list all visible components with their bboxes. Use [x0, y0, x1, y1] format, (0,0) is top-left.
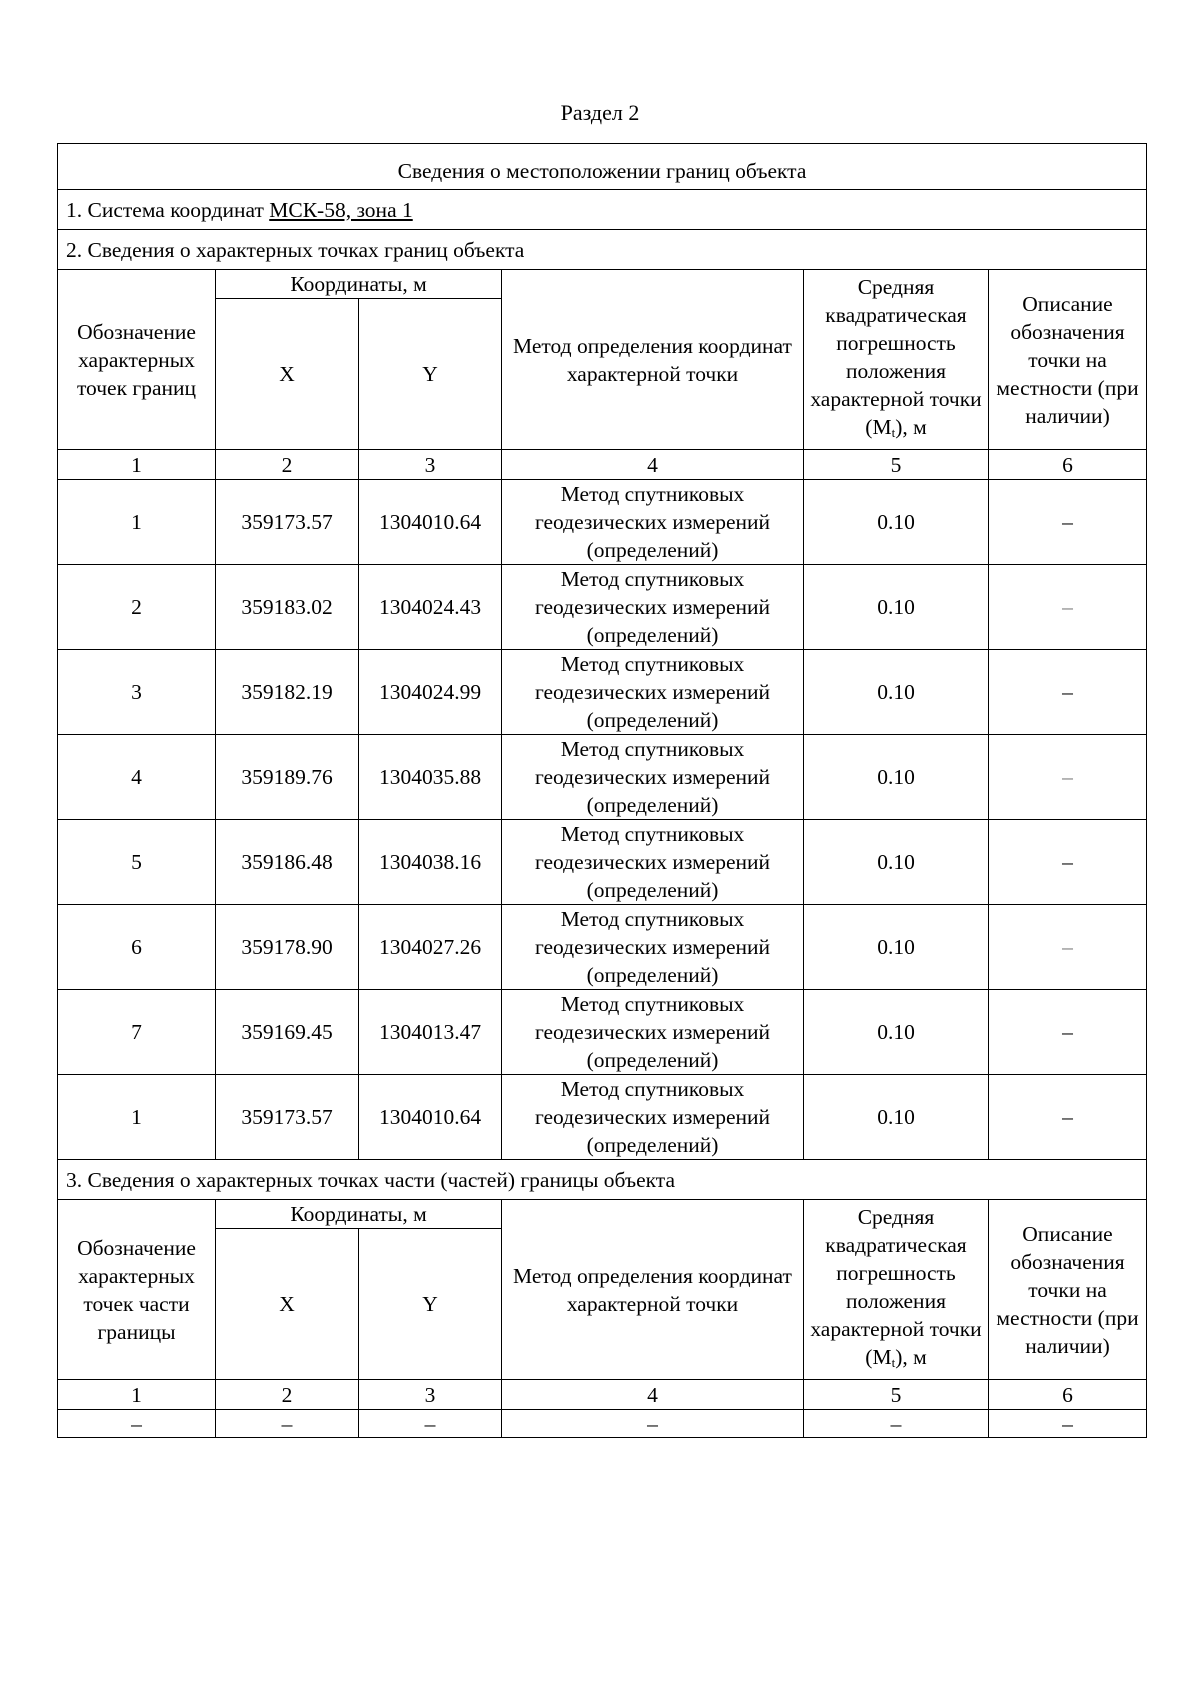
- cell-empty: –: [989, 1410, 1147, 1438]
- cell-x: 359186.48: [216, 820, 359, 905]
- header-designation: Обозначение характерных точек границ: [58, 270, 216, 450]
- header-designation: Обозначение характерных точек части границы: [58, 1200, 216, 1380]
- cell-point: 7: [58, 990, 216, 1075]
- column-number: 1: [58, 1380, 216, 1410]
- cell-desc: –: [989, 565, 1147, 650]
- cell-y: 1304024.43: [359, 565, 502, 650]
- header-error-tail: ), м: [895, 414, 927, 439]
- parts-section-title: 3. Сведения о характерных точках части (частей) границы объекта: [58, 1160, 1147, 1200]
- cell-desc: –: [989, 650, 1147, 735]
- column-number: 4: [502, 1380, 804, 1410]
- column-number: 3: [359, 1380, 502, 1410]
- cell-method: Метод спутниковых геодезических измерений (определений): [502, 735, 804, 820]
- header-y: Y: [359, 1229, 502, 1380]
- section-label: Раздел 2: [560, 100, 640, 125]
- header-error: [804, 1200, 989, 1380]
- cell-method: Метод спутниковых геодезических измерений (определений): [502, 820, 804, 905]
- header-coordinates: Координаты, м: [216, 1200, 502, 1229]
- cell-method: Метод спутниковых геодезических измерений (определений): [502, 565, 804, 650]
- cell-method: Метод спутниковых геодезических измерений (определений): [502, 650, 804, 735]
- cell-error: 0.10: [804, 735, 989, 820]
- header-error-main: Средняя квадратическая погрешность положения характерной точки (M: [810, 1204, 982, 1369]
- cell-empty: –: [216, 1410, 359, 1438]
- points-section-column-numbers: [58, 450, 1147, 480]
- column-number: 2: [216, 450, 359, 480]
- parts-section-column-numbers: [58, 1380, 1147, 1410]
- coord-system-value: МСК-58, зона 1: [269, 197, 413, 222]
- table-row: [58, 905, 1147, 990]
- cell-empty: –: [58, 1410, 216, 1438]
- cell-y: 1304038.16: [359, 820, 502, 905]
- coord-system-prefix: 1. Система координат: [66, 197, 264, 222]
- cell-error: 0.10: [804, 1075, 989, 1160]
- cell-error: 0.10: [804, 480, 989, 565]
- header-error: [804, 270, 989, 450]
- cell-desc: –: [989, 1075, 1147, 1160]
- table-row: [58, 1410, 1147, 1438]
- header-error-main: Средняя квадратическая погрешность положения характерной точки (M: [810, 274, 982, 439]
- cell-error: 0.10: [804, 990, 989, 1075]
- cell-point: 1: [58, 480, 216, 565]
- points-section-header-row: [58, 270, 1147, 299]
- table-row: [58, 735, 1147, 820]
- cell-x: 359169.45: [216, 990, 359, 1075]
- cell-y: 1304027.26: [359, 905, 502, 990]
- header-description: Описание обозначения точки на местности (при наличии): [989, 1200, 1147, 1380]
- parts-section-title-row: [58, 1160, 1147, 1200]
- table-row: [58, 990, 1147, 1075]
- header-error-tail: ), м: [895, 1344, 927, 1369]
- cell-point: 1: [58, 1075, 216, 1160]
- table-row: [58, 480, 1147, 565]
- cell-point: 6: [58, 905, 216, 990]
- header-y: Y: [359, 299, 502, 450]
- cell-x: 359173.57: [216, 1075, 359, 1160]
- table-row: [58, 820, 1147, 905]
- cell-x: 359173.57: [216, 480, 359, 565]
- header-error-sub: t: [891, 1354, 896, 1370]
- column-number: 6: [989, 450, 1147, 480]
- cell-desc: –: [989, 990, 1147, 1075]
- header-error-sub: t: [891, 424, 896, 440]
- points-section-title: 2. Сведения о характерных точках границ объекта: [58, 230, 1147, 270]
- table-row: [58, 1075, 1147, 1160]
- header-method: Метод определения координат характерной точки: [502, 270, 804, 450]
- cell-method: Метод спутниковых геодезических измерений (определений): [502, 1075, 804, 1160]
- cell-x: 359178.90: [216, 905, 359, 990]
- cell-y: 1304024.99: [359, 650, 502, 735]
- cell-point: 2: [58, 565, 216, 650]
- cell-empty: –: [804, 1410, 989, 1438]
- cell-method: Метод спутниковых геодезических измерений (определений): [502, 990, 804, 1075]
- column-number: 6: [989, 1380, 1147, 1410]
- cell-point: 3: [58, 650, 216, 735]
- cell-error: 0.10: [804, 565, 989, 650]
- table-row: [58, 565, 1147, 650]
- column-number: 2: [216, 1380, 359, 1410]
- column-number: 5: [804, 450, 989, 480]
- points-section-title-row: [58, 230, 1147, 270]
- cell-desc: –: [989, 905, 1147, 990]
- cell-desc: –: [989, 820, 1147, 905]
- cell-x: 359189.76: [216, 735, 359, 820]
- table-title: Сведения о местоположении границ объекта: [58, 144, 1147, 190]
- cell-desc: –: [989, 735, 1147, 820]
- cell-method: Метод спутниковых геодезических измерений (определений): [502, 480, 804, 565]
- column-number: 1: [58, 450, 216, 480]
- cell-y: 1304010.64: [359, 1075, 502, 1160]
- boundary-table: [57, 143, 1147, 1438]
- cell-empty: –: [359, 1410, 502, 1438]
- cell-point: 5: [58, 820, 216, 905]
- parts-section-header-row: [58, 1200, 1147, 1229]
- header-x: X: [216, 299, 359, 450]
- cell-error: 0.10: [804, 820, 989, 905]
- column-number: 3: [359, 450, 502, 480]
- cell-desc: –: [989, 480, 1147, 565]
- cell-method: Метод спутниковых геодезических измерений (определений): [502, 905, 804, 990]
- cell-error: 0.10: [804, 905, 989, 990]
- header-description: Описание обозначения точки на местности (при наличии): [989, 270, 1147, 450]
- cell-error: 0.10: [804, 650, 989, 735]
- cell-y: 1304010.64: [359, 480, 502, 565]
- table-row: [58, 650, 1147, 735]
- column-number: 4: [502, 450, 804, 480]
- header-coordinates: Координаты, м: [216, 270, 502, 299]
- cell-x: 359183.02: [216, 565, 359, 650]
- header-method: Метод определения координат характерной точки: [502, 1200, 804, 1380]
- cell-x: 359182.19: [216, 650, 359, 735]
- cell-y: 1304035.88: [359, 735, 502, 820]
- cell-point: 4: [58, 735, 216, 820]
- cell-empty: –: [502, 1410, 804, 1438]
- header-x: X: [216, 1229, 359, 1380]
- column-number: 5: [804, 1380, 989, 1410]
- coord-system-row: [58, 190, 1147, 230]
- cell-y: 1304013.47: [359, 990, 502, 1075]
